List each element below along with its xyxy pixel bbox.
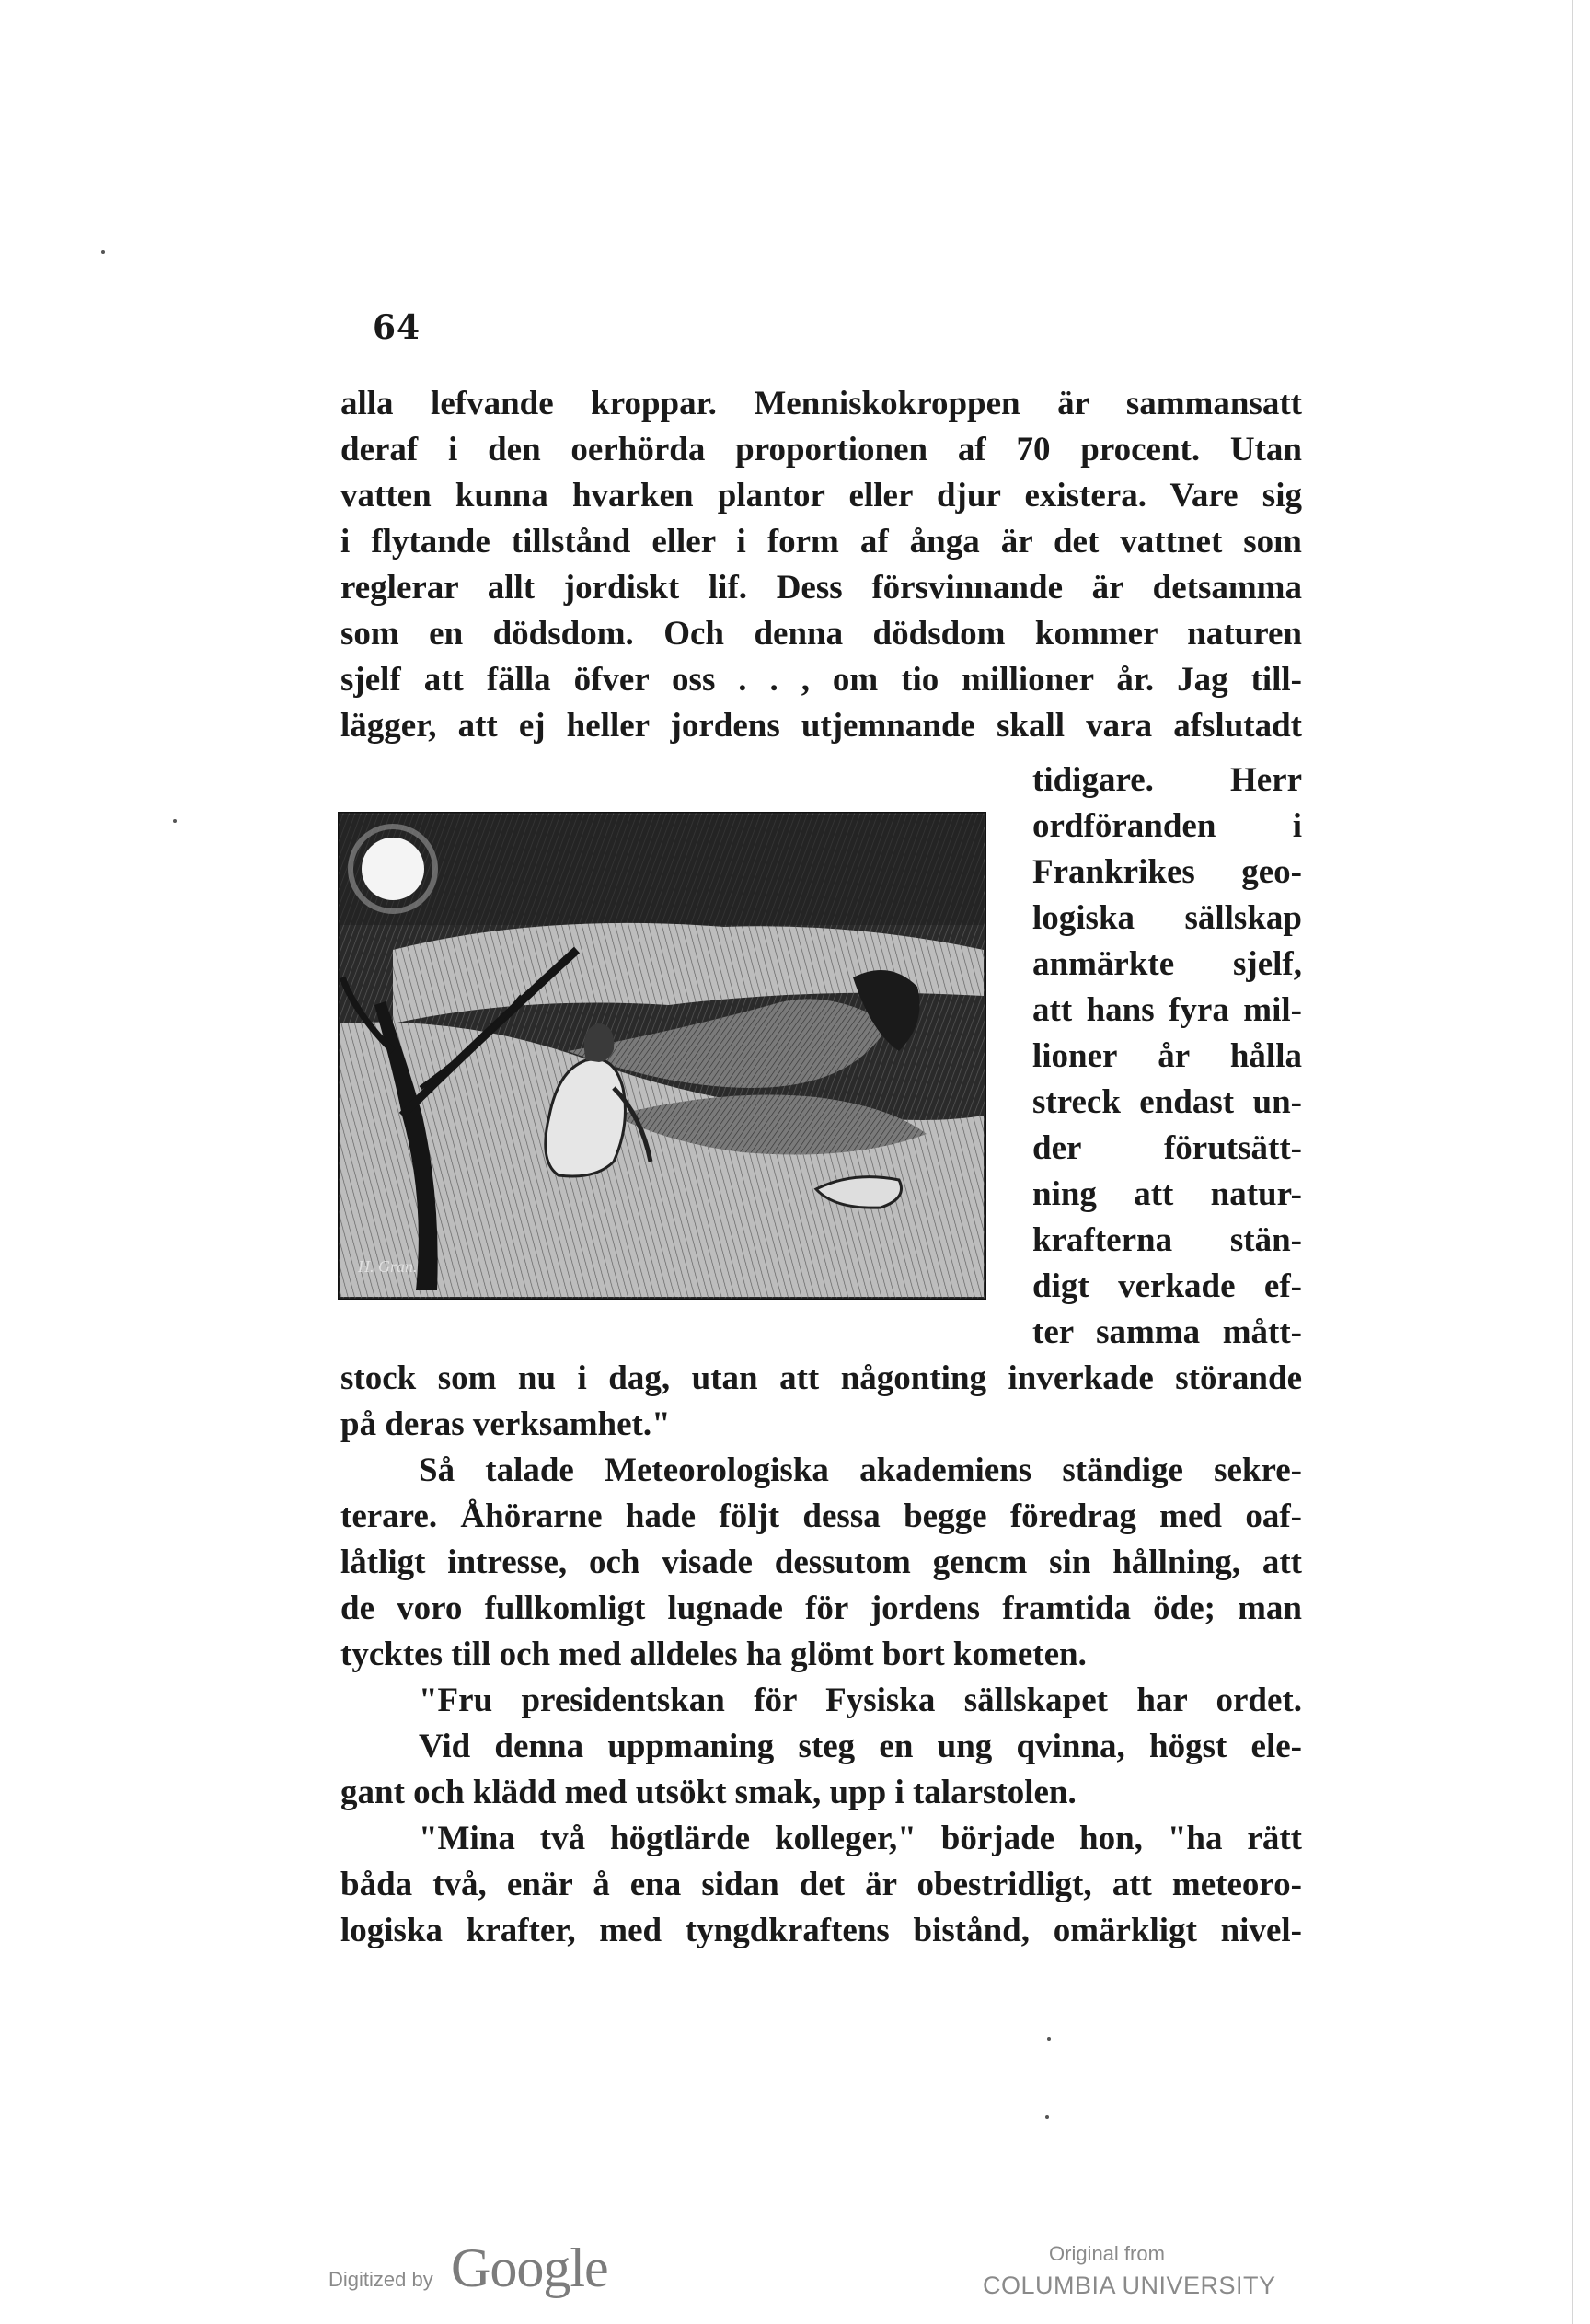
text-line: på deras verksamhet."	[340, 1405, 671, 1443]
text-line: lioner år hålla	[1032, 1037, 1302, 1075]
scan-speck	[1045, 2115, 1049, 2119]
text-line: digt verkade ef-	[1032, 1267, 1302, 1305]
scan-footer	[0, 2227, 1590, 2310]
scan-speck	[1047, 2037, 1051, 2041]
text-line: der förutsätt-	[1032, 1129, 1302, 1167]
scan-speck	[101, 250, 105, 254]
text-line: logiska sällskap	[1032, 899, 1302, 937]
paragraph-top	[340, 381, 1302, 749]
text-line: streck endast un-	[1032, 1083, 1302, 1121]
text-line: Frankrikes geo-	[1032, 853, 1302, 891]
scan-speck	[173, 819, 177, 823]
original-from-label: Original from	[1049, 2242, 1165, 2265]
text-line: tidigare. Herr	[1032, 761, 1302, 799]
text-line: som en dödsdom. Och denna dödsdom kommer naturen	[340, 615, 1302, 653]
text-line: vatten kunna hvarken plantor eller djur existera. Vare sig	[340, 477, 1302, 515]
text-line: logiska krafter, med tyngdkraftens bistånd, omärkligt nivel-	[340, 1912, 1302, 1949]
text-line: alla lefvande kroppar. Menniskokroppen är sammansatt	[340, 385, 1302, 422]
google-logo: Google	[451, 2237, 608, 2298]
text-line: ter samma mått-	[1032, 1313, 1302, 1351]
text-line: Så talade Meteorologiska akademiens ständige sekre-	[419, 1451, 1302, 1489]
page-number: 64	[373, 308, 421, 347]
text-line: ordföranden i	[1032, 807, 1302, 845]
moon-shape	[362, 838, 424, 900]
text-line: terare. Åhörarne hade följt dessa begge föredrag med oaf-	[340, 1497, 1302, 1535]
digitized-by-label: Digitized by	[328, 2268, 433, 2291]
illustration-signature: H. Gran.	[358, 1257, 418, 1276]
engraving-illustration	[338, 812, 986, 1300]
text-line: de voro fullkomligt lugnade för jordens framtida öde; man	[340, 1590, 1302, 1627]
text-line: deraf i den oerhörda proportionen af 70 procent. Utan	[340, 431, 1302, 468]
text-line: lägger, att ej heller jordens utjemnande skall vara afslutadt	[340, 707, 1302, 745]
text-line: sjelf att fälla öfver oss . . , om tio millioner år. Jag till-	[340, 661, 1302, 699]
text-line: låtligt intresse, och visade dessutom gencm sin hållning, att	[340, 1544, 1302, 1581]
text-line: krafterna stän-	[1032, 1221, 1302, 1259]
text-line: att hans fyra mil-	[1032, 991, 1302, 1029]
paragraph-side	[1032, 757, 1302, 1356]
text-line: Vid denna uppmaning steg en ung qvinna, högst ele-	[419, 1728, 1302, 1765]
text-line: "Mina två högtlärde kolleger," började hon, "ha rätt	[419, 1820, 1302, 1857]
text-line: anmärkte sjelf,	[1032, 945, 1302, 983]
text-line: i flytande tillstånd eller i form af ånga är det vattnet som	[340, 523, 1302, 561]
paragraph-bottom	[340, 1356, 1302, 1954]
scan-edge-line	[1572, 0, 1573, 2324]
text-line: stock som nu i dag, utan att någonting inverkade störande	[340, 1359, 1302, 1397]
institution-label: COLUMBIA UNIVERSITY	[983, 2272, 1276, 2299]
text-line: båda två, enär å ena sidan det är obestridligt, att meteoro-	[340, 1866, 1302, 1903]
text-line: ning att natur-	[1032, 1175, 1302, 1213]
text-line: gant och klädd med utsökt smak, upp i talarstolen.	[340, 1774, 1077, 1811]
text-line: tycktes till och med alldeles ha glömt bort kometen.	[340, 1636, 1087, 1673]
text-line: reglerar allt jordiskt lif. Dess försvinnande är detsamma	[340, 569, 1302, 607]
text-line: "Fru presidentskan för Fysiska sällskapet har ordet.	[419, 1682, 1302, 1719]
